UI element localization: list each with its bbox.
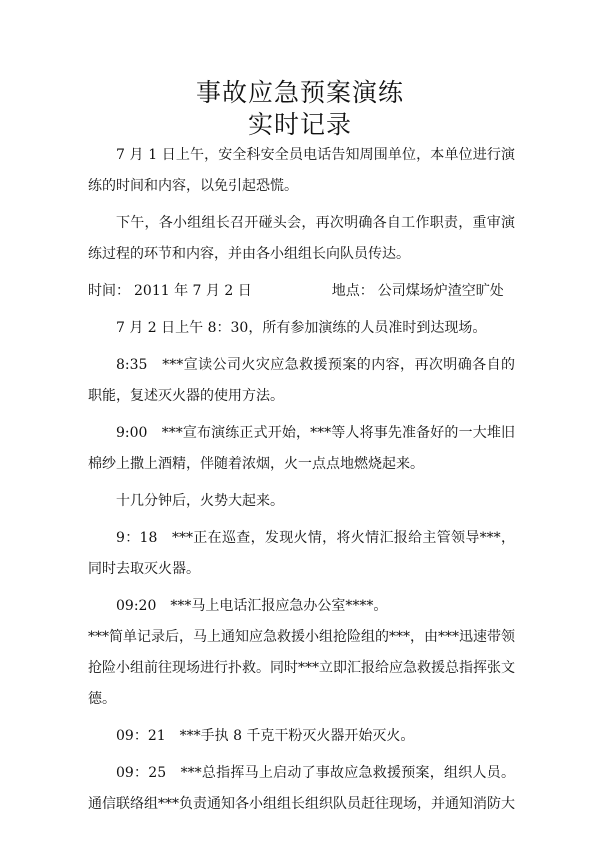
record-fire-grows: 十几分钟后，火势大起来。 (116, 493, 284, 509)
record-0920: 09:20 ***马上电话汇报应急办公室****。 (116, 598, 388, 614)
record-0925: 09：25 ***总指挥马上启动了事故应急救援预案，组织人员。通信联络组***负责通知各小组组长组织队员赶往现场，并通知消防大 (88, 765, 515, 812)
paragraph-briefing: 下午，各小组组长召开碰头会，再次明确各自工作职责，重审演练过程的环节和内容，并由各小组组长向队员传达。 (88, 215, 515, 262)
time-value: 2011 年 7 月 2 日 (134, 283, 252, 299)
location-label: 地点： (331, 283, 374, 299)
paragraph-notice: 7 月 1 日上午，安全科安全员电话告知周围单位，本单位进行演练的时间和内容，以免引起恐慌。 (88, 147, 515, 194)
record-0921: 09：21 ***手执 8 千克干粉灭火器开始灭火。 (116, 728, 415, 744)
meta-line (88, 276, 515, 307)
record-0918: 9：18 ***正在巡查，发现火情，将火情汇报给主管领导***，同时去取灭火器。 (88, 530, 515, 577)
record-0835: 8:35 ***宣读公司火灾应急救援预案的内容，再次明确各自的职能，复述灭火器的使用方法。 (88, 357, 515, 404)
document-subtitle: 实时记录 (247, 110, 352, 139)
document-body (88, 140, 515, 820)
time-label: 时间： (88, 283, 130, 299)
record-0900: 9:00 ***宣布演练正式开始，***等人将事先准备好的一大堆旧棉纱上撒上酒精，伴随着浓烟，火一点点地燃烧起来。 (88, 425, 515, 472)
document-title: 事故应急预案演练 (195, 78, 404, 107)
record-notify-rescue: ***简单记录后，马上通知应急救援小组抢险组的***，由***迅速带领抢险小组前往现场进行扑救。同时***立即汇报给应急救援总指挥张文德。 (88, 629, 515, 707)
location-value: 公司煤场炉渣空旷处 (377, 283, 504, 299)
record-arrival: 7 月 2 日上午 8：30，所有参加演练的人员准时到达现场。 (116, 320, 487, 336)
